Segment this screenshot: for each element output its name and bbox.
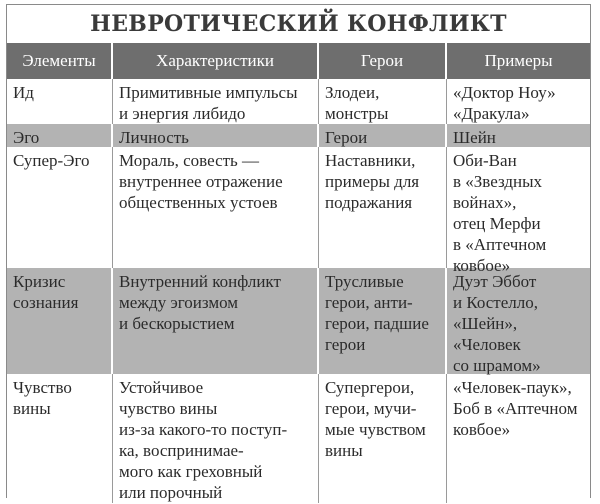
cell-characteristics: Мораль, совесть — внутреннее отражение общественных устоев — [113, 147, 319, 276]
cell-element: Кризис сознания — [7, 268, 113, 376]
table-row-ego — [7, 124, 590, 147]
header-heroes: Герои — [319, 43, 447, 79]
cell-examples: Шейн — [453, 128, 496, 147]
cell-heroes: Наставники, примеры для подражания — [319, 147, 447, 276]
table-header — [7, 43, 590, 79]
cell-examples: «Человек-паук», Боб в «Аптечном ковбое» — [453, 378, 578, 439]
cell-characteristics: Внутренний конфликт между эгоизмом и бескорыстием — [113, 268, 319, 376]
table-row-superego — [7, 147, 590, 275]
cell-examples: «Доктор Ноу» «Дракула» — [453, 83, 556, 123]
header-characteristics: Характеристики — [113, 43, 319, 79]
cell-characteristics: Личность — [113, 124, 319, 148]
cell-examples: Оби-Ван в «Звездных войнах», отец Мерфи в «Аптечном ковбое» — [453, 151, 547, 275]
header-elements: Элементы — [7, 43, 113, 79]
cell-examples: Дуэт Эббот и Костелло, «Шейн», «Человек со шрамом» — [453, 272, 541, 375]
table-row-id — [7, 79, 590, 124]
header-examples: Примеры — [484, 51, 553, 70]
table-title: НЕВРОТИЧЕСКИЙ КОНФЛИКТ — [7, 5, 590, 43]
table-row-guilt — [7, 374, 590, 500]
cell-element: Эго — [7, 124, 113, 148]
cell-heroes: Трусливые герои, анти- герои, падшие герои — [319, 268, 447, 376]
conflict-table — [6, 4, 591, 502]
cell-element: Супер-Эго — [7, 147, 113, 276]
cell-heroes: Злодеи, монстры — [319, 79, 447, 124]
cell-element: Ид — [7, 79, 113, 124]
cell-characteristics: Устойчивое чувство вины из-за какого-то поступ- ка, воспринимае- мого как греховный или порочный — [113, 374, 319, 503]
cell-heroes: Супергерои, герои, мучи- мые чувством вины — [319, 374, 447, 503]
cell-characteristics: Примитивные импульсы и энергия либидо — [113, 79, 319, 124]
cell-heroes: Герои — [319, 124, 447, 148]
table-row-crisis — [7, 268, 590, 374]
cell-element: Чувство вины — [7, 374, 113, 503]
